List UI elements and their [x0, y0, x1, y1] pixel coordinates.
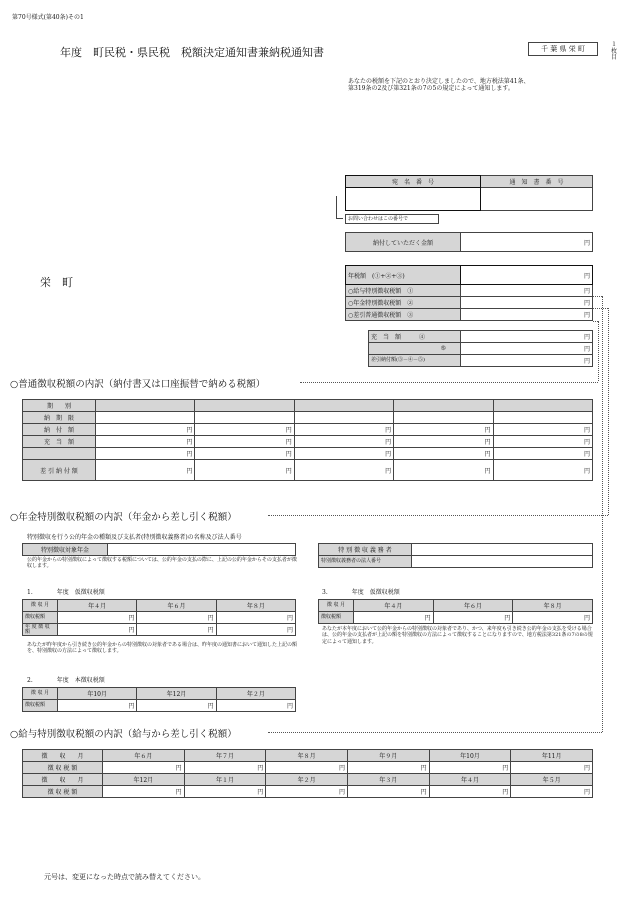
town-name: 栄 町 — [40, 276, 73, 289]
main2-month-1: 年10月 — [58, 688, 137, 700]
prov1-row-tax: 徴収税額 — [23, 612, 58, 624]
ordinary-payment-1: 円 — [96, 424, 195, 436]
tax-summary-table — [345, 265, 593, 321]
salary-amount-apr: 円 — [429, 786, 511, 798]
legal-notice-line-2: 第319条の2及び第321条の7の5の規定によって通知します。 — [348, 85, 514, 93]
prov1-month-2: 年６月 — [137, 600, 216, 612]
payment-amount-label: 納付していただく金額 — [346, 233, 461, 252]
ordinary-extra-3: 円 — [294, 448, 393, 460]
allocation-label: 充 当 額 ④ — [369, 331, 461, 343]
pension-payer-note: 特別徴収を行う公的年金の種類及び支払者(特別徴収義務者)の名称及び法人番号 — [27, 534, 242, 541]
salary-amount-label-2: 徴 収 税 額 — [23, 786, 103, 798]
prov3-month-2: 年６月 — [433, 600, 513, 612]
allocation-row-label: 充 当 額 — [23, 436, 96, 448]
prov3-row-tax: 徴収税額 — [319, 612, 354, 624]
page-label: １枚目 — [610, 41, 617, 62]
salary-amount-oct: 円 — [429, 762, 511, 774]
obligor-corp-label: 特別徴収義務者の法人番号 — [319, 556, 412, 568]
salary-month-jun: 年６月 — [103, 750, 185, 762]
main2-title: 2. 年度 本徴収税額 — [27, 677, 105, 684]
addressee-table — [345, 175, 593, 211]
salary-month-feb: 年２月 — [266, 774, 348, 786]
salary-month-sep: 年９月 — [347, 750, 429, 762]
salary-amount-feb: 円 — [266, 786, 348, 798]
obligor-corp-value — [412, 556, 593, 568]
main2-month-3: 年２月 — [216, 688, 295, 700]
prov3-month-1: 年４月 — [354, 600, 434, 612]
ordinary-extra-1: 円 — [96, 448, 195, 460]
ordinary-heading-line — [300, 382, 598, 383]
salary-month-jan: 年１月 — [184, 774, 266, 786]
salary-amount-sep: 円 — [347, 762, 429, 774]
payment-amount-table — [345, 232, 593, 252]
ordinary-net-2: 円 — [195, 460, 294, 481]
salary-month-may: 年５月 — [511, 774, 593, 786]
tax-summary-subtable — [368, 330, 593, 367]
salary-amount-jan: 円 — [184, 786, 266, 798]
salary-month-jul: 年７月 — [184, 750, 266, 762]
prov1-fiscal-1: 円 — [58, 624, 137, 636]
annual-tax-label: 年税額 (①+②+③) — [346, 266, 461, 285]
ordinary-net-4: 円 — [394, 460, 493, 481]
salary-month-apr: 年４月 — [429, 774, 511, 786]
salary-month-oct: 年10月 — [429, 750, 511, 762]
ordinary-payment-2: 円 — [195, 424, 294, 436]
prov1-table — [22, 599, 296, 636]
ordinary-payment-3: 円 — [294, 424, 393, 436]
prov1-title: 1. 年度 仮徴収税額 — [27, 589, 105, 596]
ordinary-net-label: ○差引普通徴収税額 ③ — [346, 309, 461, 321]
prov3-month-3: 年８月 — [513, 600, 593, 612]
salary-amount-label-1: 徴 収 税 額 — [23, 762, 103, 774]
prov3-tax-2: 円 — [433, 612, 513, 624]
obligor-value — [412, 544, 593, 556]
prov3-table — [318, 599, 593, 624]
main2-month-2: 年12月 — [137, 688, 216, 700]
due-date-label: 納 期 限 — [23, 412, 96, 424]
ordinary-payment-4: 円 — [394, 424, 493, 436]
blank-row-label — [23, 448, 96, 460]
connector-salary-vertical — [602, 296, 603, 732]
salary-month-dec: 年12月 — [103, 774, 185, 786]
connector-pension — [593, 308, 608, 309]
issuer-box — [528, 42, 598, 56]
ordinary-net-1: 円 — [96, 460, 195, 481]
prov1-header: 徴 収 月 — [23, 600, 58, 612]
ordinary-allocation-5: 円 — [493, 436, 592, 448]
obligor-label: 特 別 徴 収 義 務 者 — [319, 544, 412, 556]
ordinary-heading: ○普通徴収税額の内訳（納付書又は口座振替で納める税額） — [10, 379, 266, 390]
net-payment-value: 円 — [461, 355, 593, 367]
salary-month-nov: 年11月 — [511, 750, 593, 762]
connector-salary — [593, 296, 602, 297]
ordinary-payment-5: 円 — [493, 424, 592, 436]
salary-amount-nov: 円 — [511, 762, 593, 774]
pension-heading: ○年金特別徴収税額の内訳（年金から差し引く税額） — [10, 512, 237, 523]
salary-special-value: 円 — [461, 285, 593, 297]
salary-month-label-1: 徴 収 月 — [23, 750, 103, 762]
pension-target-table — [22, 543, 296, 556]
prov1-fiscal-3: 円 — [216, 624, 295, 636]
net-payment-label: 差引納付額(③－④－⑤) — [369, 355, 461, 367]
prov1-tax-3: 円 — [216, 612, 295, 624]
ordinary-net-value: 円 — [461, 309, 593, 321]
inquiry-pointer — [336, 196, 343, 219]
notice-number-cell — [481, 188, 593, 211]
payment-amount-value: 円 — [461, 233, 593, 252]
prov1-tax-1: 円 — [58, 612, 137, 624]
salary-amount-aug: 円 — [266, 762, 348, 774]
prov1-row-fiscal: 年 度 徴 収 額 — [23, 624, 58, 636]
main2-table — [22, 687, 296, 712]
salary-amount-jun: 円 — [103, 762, 185, 774]
ordinary-net-3: 円 — [294, 460, 393, 481]
ordinary-allocation-3: 円 — [294, 436, 393, 448]
pension-target-label: 特別徴収対象年金 — [23, 544, 108, 556]
legal-notice-line-1: あなたの税額を下記のとおり決定しましたので、地方税法第41条、 — [348, 78, 530, 85]
salary-special-label: ○給与特別徴収税額 ① — [346, 285, 461, 297]
document-title: 年度 町民税・県民税 税額決定通知書兼納税通知書 — [60, 46, 324, 59]
prov3-tax-3: 円 — [513, 612, 593, 624]
item5-label: ⑤ — [369, 343, 461, 355]
prov1-month-3: 年８月 — [216, 600, 295, 612]
prov3-title: 3. 年度 仮徴収税額 — [322, 589, 400, 596]
ordinary-extra-2: 円 — [195, 448, 294, 460]
main2-tax-1: 円 — [58, 700, 137, 712]
salary-heading: ○給与特別徴収税額の内訳（給与から差し引く税額） — [10, 729, 237, 740]
ordinary-breakdown-table — [22, 399, 593, 481]
prov3-header: 徴 収 月 — [319, 600, 354, 612]
salary-amount-mar: 円 — [347, 786, 429, 798]
prov3-tax-1: 円 — [354, 612, 434, 624]
item5-value: 円 — [461, 343, 593, 355]
salary-amount-may: 円 — [511, 786, 593, 798]
payment-amount-row-label: 納 付 額 — [23, 424, 96, 436]
salary-heading-line — [268, 732, 602, 733]
issuer-name: 千 葉 県 栄 町 — [541, 45, 585, 53]
pension-special-label: ○年金特別徴収税額 ② — [346, 297, 461, 309]
addressee-number-header: 宛 名 番 号 — [346, 176, 481, 188]
ordinary-net-5: 円 — [493, 460, 592, 481]
ordinary-allocation-4: 円 — [394, 436, 493, 448]
pension-target-note: 公的年金からの特別徴収によって徴収する税額については、公的年金の支払の際に、上記の公的年金からその支払者が徴収します。 — [27, 557, 297, 570]
salary-amount-jul: 円 — [184, 762, 266, 774]
salary-breakdown-table — [22, 749, 593, 798]
footer-note: 元号は、変更になった時点で読み替えてください。 — [44, 873, 205, 881]
period-label: 期 別 — [23, 400, 96, 412]
form-number: 第70号様式(第40条)その1 — [12, 14, 84, 21]
prov3-note: あなたが本年度において公的年金からの特別徴収の対象者であり、かつ、来年度も引き続き公的年金の支払を受ける場合は、公的年金の支払者が上記の額を特別徴収の方法によって徴収することになりますので、地方税法第321条の7の8の規定によって通知します。 — [322, 626, 593, 645]
prov1-note: あなたが昨年度から引き続き公的年金からの特別徴収の対象者である場合は、昨年度の通知書において通知した上記の額を、特別徴収の方法によって徴収します。 — [27, 642, 298, 655]
pension-heading-line — [268, 515, 608, 516]
annual-tax-value: 円 — [461, 266, 593, 285]
main2-row-tax: 徴収税額 — [23, 700, 58, 712]
main2-tax-2: 円 — [137, 700, 216, 712]
pension-target-value — [108, 544, 296, 556]
salary-month-aug: 年８月 — [266, 750, 348, 762]
legal-notice — [348, 78, 608, 92]
ordinary-allocation-1: 円 — [96, 436, 195, 448]
salary-month-mar: 年３月 — [347, 774, 429, 786]
allocation-value: 円 — [461, 331, 593, 343]
notice-number-header: 通 知 書 番 号 — [481, 176, 593, 188]
connector-ordinary-vertical — [598, 321, 599, 381]
salary-month-label-2: 徴 収 月 — [23, 774, 103, 786]
connector-pension-vertical — [608, 308, 609, 515]
ordinary-allocation-2: 円 — [195, 436, 294, 448]
main2-header: 徴 収 月 — [23, 688, 58, 700]
addressee-number-cell — [346, 188, 481, 211]
inquiry-note: お問い合わせはこの番号で — [345, 214, 439, 224]
pension-special-value: 円 — [461, 297, 593, 309]
prov1-fiscal-2: 円 — [137, 624, 216, 636]
prov1-tax-2: 円 — [137, 612, 216, 624]
pension-obligor-table — [318, 543, 593, 568]
ordinary-extra-5: 円 — [493, 448, 592, 460]
main2-tax-3: 円 — [216, 700, 295, 712]
net-payment-row-label: 差 引 納 付 額 — [23, 460, 96, 481]
prov1-month-1: 年４月 — [58, 600, 137, 612]
ordinary-extra-4: 円 — [394, 448, 493, 460]
salary-amount-dec: 円 — [103, 786, 185, 798]
